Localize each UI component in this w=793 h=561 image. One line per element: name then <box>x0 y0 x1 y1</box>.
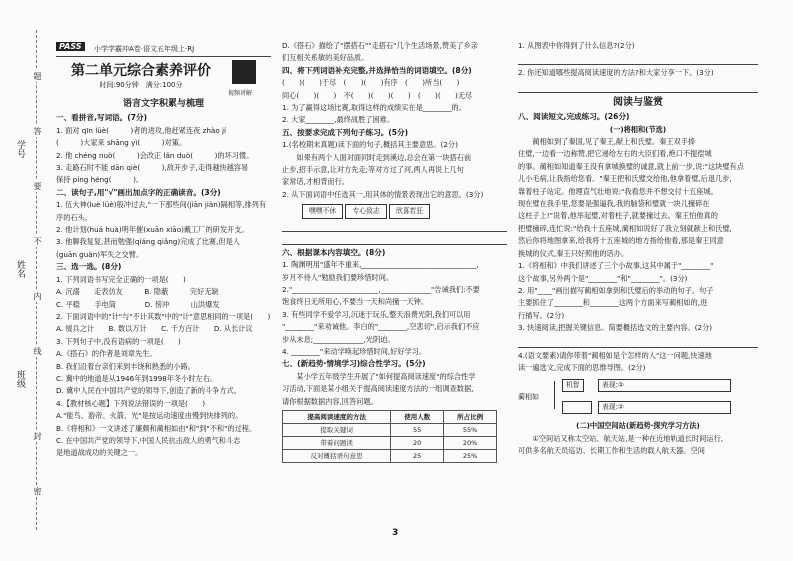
text-line: 4. ________"来动学唤起珍惜时间,好好学习。 <box>282 346 427 356</box>
cut-mark: 密 <box>33 487 42 495</box>
text-line: 1. 下列词语书写完全正确的一项是( ) <box>56 274 186 284</box>
cut-mark: 不 <box>33 237 42 245</box>
column-2 <box>282 40 507 463</box>
text-line: 2. 大家________,最终战胜了困难。 <box>282 115 395 125</box>
qr-code-icon[interactable] <box>232 60 256 84</box>
text-line: 岁月不待人"勉励我们要珍惜时间。 <box>282 272 394 282</box>
text-line: 1. 从图表中你得到了什么信息?(2分) <box>518 41 635 50</box>
text-line: 把璧撞碎,连忙说:"给我十五座城,蔺相如说好了我立刻就献上和氏璧, <box>518 223 732 233</box>
text-line: 家常话,才相背而行。 <box>282 177 349 187</box>
column-1 <box>56 96 271 460</box>
text-line: 3. 下列句子中,没有语病的一项是( ) <box>56 336 181 346</box>
text-line: 1. 面对 qīn lüè( )者的进攻,他赶紧连夜 zhào jí <box>56 125 227 135</box>
text-line: (guān guàn)军失之交臂。 <box>56 249 144 259</box>
table-cell: 20% <box>444 436 497 449</box>
text-line: 1.《将相和》中我们讲述了三个小故事,这其中属于"________" <box>518 261 714 271</box>
text-line: 2. 他计划(huá huà)明年催(xuān xiāo)戴工厂的研发开支。 <box>56 225 249 235</box>
text-line: A."能鸟、游帝、火箭、光"是按运动速度由慢到快排列的。 <box>56 411 243 421</box>
text-line: 3. 有些同学不爱学习,沉迷于玩乐,整天浪费光阴,我们可以用 <box>282 309 471 319</box>
table-row <box>283 449 497 462</box>
word-choice: 欣喜若狂 <box>389 204 430 218</box>
text-line: 1. 为了赢得这场比赛,取得这样的成绩实在是________的。 <box>282 103 466 113</box>
table-cell: 20 <box>391 436 444 449</box>
column-3 <box>518 40 758 458</box>
text-line: 可供多名航天员巡访、长期工作和生活的载人航天器。空间 <box>518 446 705 456</box>
question-heading: 七、(新趋势·情境学习)综合性学习。(5分) <box>282 359 426 369</box>
text-line: C. 在中国共产党的领导下,中国人民抗击敌人的勇气和斗志 <box>56 435 241 445</box>
text-line: 同心( )( ) 不( )( )( ) ( )( )无尽 <box>282 90 473 100</box>
table-header: 使用人数 <box>391 410 444 423</box>
word-choice: 专心致志 <box>345 204 386 218</box>
text-line: 某小学五年级学生开展了"如何提高阅读速度"的综合性学 <box>282 371 476 381</box>
answer-line[interactable] <box>282 221 507 232</box>
text-line: 1.(名校期末真题)读下面的句子,概括其主要意思。(2分) <box>282 140 458 150</box>
exam-info: 时间:90分钟 满分:100分 <box>99 81 183 89</box>
table-cell: 25% <box>444 449 497 462</box>
text-line: 然后你将地图拿来,给我将十五座城的地方指给他看,那是秦王同意 <box>518 236 724 246</box>
text-line: 止步,招手示意,让对方先走;等对方过了河,两人再说上几句 <box>282 165 464 175</box>
text-line: 步从未息;______________,光阴迫。 <box>282 334 395 344</box>
text-line: 2. 下面词语中的"计"与"不计其数"中的"计"意思相同的一项是( ) <box>56 311 271 321</box>
table-cell: 带着问题读 <box>283 436 391 449</box>
cut-mark: 要 <box>33 182 42 190</box>
table-header: 所占比例 <box>444 410 497 423</box>
text-line: 是地道战成功的关键之一。 <box>56 448 143 458</box>
text-line: 2. 他 chéng nuò( )会改正 lǎn duò( )的坏习惯。 <box>56 150 254 160</box>
mind-map-branch-label[interactable] <box>562 401 592 414</box>
text-line: 饱食终日无所用心,不要当一天和尚撞一天钟。 <box>282 297 429 307</box>
cut-mark: 答 <box>33 127 42 135</box>
text-line: 3. 快速阅读,把握关键信息。简要概括选文的主要内容。(2分) <box>518 323 713 333</box>
text-line: 4.(语文要素)请你带着"蔺相如是个怎样的人"这一问题,快速地 <box>518 350 712 360</box>
section-title: 语言文字积累与梳理 <box>122 99 204 109</box>
series-title: 小学学霸冲A卷·语文五年级上·RJ <box>94 45 195 53</box>
table-cell: 反对概括语句意思 <box>283 449 391 462</box>
text-line: 行描写。(2分) <box>518 310 565 320</box>
text-line: 2. 从下面词语中任选其一,用其体的情景表现出它的意思。(3分) <box>282 189 484 199</box>
text-line: 4.【教材核心题】下列说法错误的一项是( ) <box>56 398 206 408</box>
text-line: 这柱子上!"说着,他举起璧,对着柱子,就要撞过去。秦王怕他真的 <box>518 211 718 221</box>
text-line: A. 缓兵之计 B. 数以万计 C. 千方百计 D. 从长计议 <box>56 324 253 334</box>
qr-label: 视频讲解 <box>228 90 253 97</box>
text-line: 换城的仪式,秦王只好照他的话办。 <box>518 248 629 258</box>
text-line: "________"来劝诫他。李白的"________,空悲切",启示我们不应 <box>282 322 480 332</box>
table-cell: 55 <box>391 423 444 436</box>
answer-line[interactable] <box>518 82 758 93</box>
cut-mark: 线 <box>33 347 42 355</box>
table-header: 提高阅读速度的方法 <box>283 410 391 423</box>
text-line: 的事。蔺相如知道秦王没有拿城换璧的诚意,就上前一步,说:"这块璧有点 <box>518 161 744 171</box>
table-row <box>283 436 497 449</box>
page-number: 3 <box>392 528 399 538</box>
text-line: 序的石头。 <box>56 212 92 222</box>
text-line: D.《搭石》描绘了"摆搭石""走搭石"几个生活场景,赞美了乡亲 <box>282 41 478 50</box>
text-line: 1. 陶渊明用"盛年不重来,________________________________, <box>282 260 479 270</box>
binding-dashed-line <box>36 30 37 530</box>
name-label: 姓名 <box>15 260 25 278</box>
word-choices <box>302 204 507 218</box>
cut-mark: 封 <box>33 432 42 440</box>
mind-map-root: 蔺相如 <box>518 393 539 402</box>
text-line: B. 我们沿着台亲们来到丰饶和熟悉的小路。 <box>56 361 195 371</box>
mind-map-branch-label: 机智 <box>562 379 584 392</box>
question-heading: 五、按要求完成下列句子练习。(5分) <box>282 127 409 137</box>
text-line: ( )大家来 shāng yì( )对策。 <box>56 138 187 148</box>
class-label: 班级 <box>15 370 25 388</box>
question-heading: 一、看拼音,写词语。(7分) <box>56 113 148 123</box>
mind-map-answer-box[interactable]: 表现:② <box>598 401 731 414</box>
answer-line[interactable] <box>282 234 507 245</box>
text-line: 保持 píng héng( )。 <box>56 175 144 185</box>
answer-line[interactable] <box>518 54 758 65</box>
text-line: 住璧,一边看一边称赞,把它递给左右的大臣们看,绝口不提偿城 <box>518 149 712 159</box>
brand-logo: PASS <box>56 42 85 51</box>
mind-map <box>518 377 748 417</box>
text-line: 2."________________________,______________"告诫我们:不要 <box>282 284 480 294</box>
table-cell: 提取关键词 <box>283 423 391 436</box>
table-cell: 55% <box>444 423 497 436</box>
binding-strip <box>6 30 50 530</box>
mind-map-bracket <box>554 381 555 409</box>
text-line: ①空间站又称太空站、航天站,是一种在近地轨道长时间运行, <box>518 433 724 443</box>
survey-table <box>282 410 497 463</box>
text-line: 主要抓住了________和________这两个方面来写蔺相如的,进 <box>518 298 708 308</box>
student-number-label: 学号 <box>15 140 25 158</box>
question-heading: 二、读句子,用"√"画出加点字的正确读音。(3分) <box>56 187 221 197</box>
text-line: C. 冀中的地道是从1946年到1998年冬小时左右。 <box>56 373 218 383</box>
question-heading: 六、根据课本内容填空。(8分) <box>282 247 386 257</box>
text-line: 儿小毛病,让我指给您看。"秦王把和氏璧交给他,他拿着璧,后退几步, <box>518 174 732 184</box>
text-line: C. 平稳 手电筒 D. 傍冲 山洪爆发 <box>56 299 220 309</box>
text-line: 蔺相如到了秦国,见了秦王,献上和氏璧。秦王双手捧 <box>518 137 696 147</box>
text-line: B.《将相和》一文讲述了廉颇和蔺相如由"和"到"不和"的过程。 <box>56 423 257 433</box>
question-heading: 三、选一选。(8分) <box>56 262 122 272</box>
question-heading: 四、将下列词语补充完整,并选择恰当的词语填空。(8分) <box>282 65 472 75</box>
text-line: 2. 你还知道哪些提高阅读速度的方法?和大家分享一下。(3分) <box>518 68 714 78</box>
text-line: 如果有两个人面对面同时走到溪边,总会在第一块搭石前 <box>282 152 472 162</box>
text-line: 习活动,下面是某小组关于提高阅读速度方法的一组调查数据, <box>282 384 474 394</box>
header-bar <box>56 40 271 57</box>
text-line: 读一遍选文,完成下面的思维导图。(2分) <box>518 362 646 372</box>
cut-mark: 内 <box>33 292 42 300</box>
text-line: A.《搭石》的作者是刘章先生。 <box>56 349 157 359</box>
text-line: 2. 用"____"画出描写蔺相如拿到和氏璧后的举动的句子。句子 <box>518 285 714 295</box>
text-line: 靠着柱子站定。他理直气壮地说:"我看您并不想交付十五座城。 <box>518 186 718 196</box>
text-line: 3. 他聊我复复,甚而勉强(qiáng qiǎng)完成了比赛,但是人 <box>56 237 240 247</box>
text-line: ( )( )于尽 ( )( )有序 ( )所当( ) <box>282 78 460 88</box>
text-line: 现在璧在我手里,您要是强逼我,我的脑袋和璧就一块儿撞碎在 <box>518 199 710 209</box>
passage-title: (二)中国空间站(新趋势·探究学习方法) <box>576 421 700 431</box>
section-title: 阅读与鉴赏 <box>613 96 663 108</box>
word-choice: 嘿嘿不休 <box>302 204 343 218</box>
cut-mark: 题 <box>33 72 42 80</box>
text-line: 1. 伍大神(luè lüè)般冲过去,"一下那些间(jiān jiàn)隔相等,排列有 <box>56 200 267 210</box>
text-line: 们互相关系敏的美好品质。 <box>282 53 369 63</box>
table-cell: 25 <box>391 449 444 462</box>
passage-title: (一)将相和(节选) <box>609 124 667 134</box>
answer-line[interactable] <box>518 337 758 348</box>
page-title: 第二单元综合素养评价 <box>71 63 211 79</box>
text-line: A. 沉溺 走表仿友 B. 隐蔽 完好无缺 <box>56 287 219 297</box>
text-line: D. 冀中人民在中国共产党的领导下,创造了新的斗争方式。 <box>56 386 241 396</box>
text-line: 这个故事,另外两个是"________"和"________"。(3分) <box>518 273 688 283</box>
question-heading: 八、阅读短文,完成练习。(26分) <box>518 112 630 122</box>
text-line: 3. 走路石时不能 dān qiè( ),敌开步子,走得越快越容易 <box>56 163 249 173</box>
mind-map-answer-box[interactable]: 表现:① <box>598 379 731 392</box>
table-row <box>283 423 497 436</box>
text-line: 请你根据数据内容,回答问题。 <box>282 396 378 406</box>
